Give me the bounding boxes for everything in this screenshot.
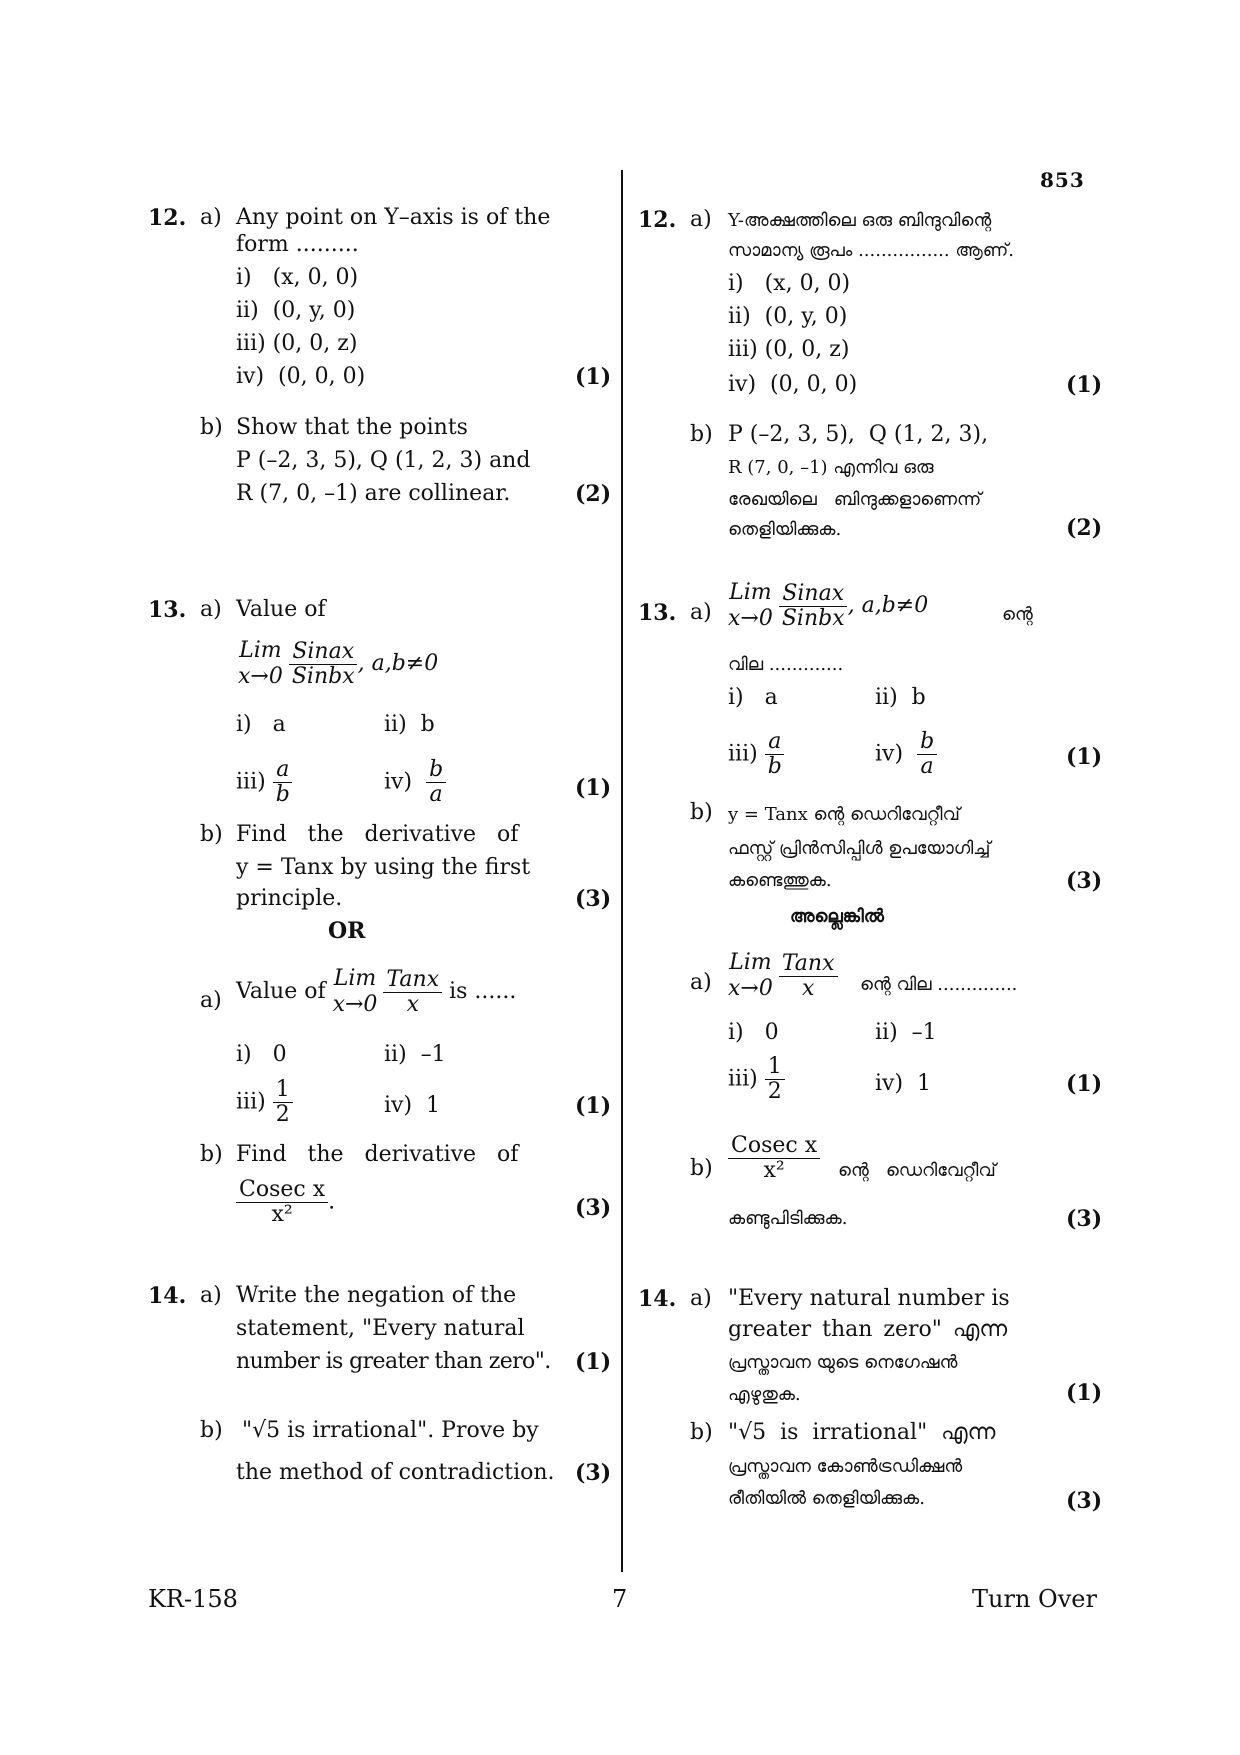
ml-q13a-alt-label: a): [690, 970, 712, 995]
q13a-alt-option: iii) $\frac{1}{2}$: [236, 1078, 293, 1127]
q13a-alt-marks: (1): [575, 1093, 612, 1119]
ml-q13b-label: b): [690, 800, 713, 825]
q13a-alt-option: ii) –1: [384, 1042, 446, 1067]
ml-q12a-text: Y-അക്ഷത്തിലെ ഒരു ബിന്ദുവിന്റെ: [728, 210, 992, 231]
ml-q13b-alt-fraction: $\frac{\text{Cosec x}}{\text{x²}}$: [728, 1134, 820, 1183]
q13b-alt-text: Find the derivative of: [236, 1142, 519, 1167]
q14b-text: the method of contradiction.: [236, 1460, 555, 1485]
q13b-text: Find the derivative of: [236, 822, 519, 847]
ml-q12a-marks: (1): [1066, 372, 1103, 398]
ml-q12b-marks: (2): [1066, 515, 1103, 541]
ml-q14a-text: "Every natural number is: [728, 1286, 1010, 1311]
q12a-label: a): [200, 205, 222, 230]
ml-q13b-text: ഫസ്റ്റ് പ്രിൻസിപ്പിൾ ഉപയോഗിച്ച്: [728, 838, 991, 859]
q12b-text: Show that the points: [236, 415, 468, 440]
ml-q12-number: 12.: [638, 207, 677, 233]
ml-q13a-nte: ന്റെ: [1002, 604, 1033, 625]
q14b-text: "√5 is irrational". Prove by: [242, 1418, 539, 1443]
ml-q13a-option: i) a: [728, 685, 778, 710]
ml-q14a-marks: (1): [1066, 1380, 1103, 1406]
ml-q13a-vila: വില .............: [728, 654, 844, 675]
ml-q13b-text: കണ്ടെത്തുക.: [728, 870, 832, 891]
q13a-option: iii) $\frac{a}{b}$: [236, 758, 293, 807]
q14a-label: a): [200, 1283, 222, 1308]
page-code: 853: [1040, 168, 1085, 192]
q12a-marks: (1): [575, 364, 612, 390]
turn-over-label: Turn Over: [972, 1585, 1097, 1613]
ml-q14b-marks: (3): [1066, 1488, 1103, 1514]
q12a-option: iii) (0, 0, z): [236, 331, 358, 356]
ml-q14a-text: greater than zero" എന്ന: [728, 1317, 1008, 1342]
q13a-label: a): [200, 597, 222, 622]
q14a-text: Write the negation of the: [236, 1283, 517, 1308]
footer-code: KR-158: [148, 1585, 238, 1613]
ml-q12a-text: സാമാന്യ രൂപം ................ ആണ്.: [728, 240, 1014, 261]
q12a-text: Any point on Y–axis is of the: [236, 205, 551, 230]
q13a-alt-expression: Value of Lim x→0 $\frac{\text{Tanx}}{x}$ is ......: [236, 966, 517, 1017]
ml-q13a-option: iv) $\frac{b}{a}$: [875, 730, 937, 779]
q12b-marks: (2): [575, 481, 612, 507]
q13a-alt-label: a): [200, 988, 222, 1013]
ml-q14a-label: a): [690, 1286, 712, 1311]
ml-q14b-text: പ്രസ്താവന കോൺട്രഡിക്ഷൻ: [728, 1456, 963, 1477]
or-separator: OR: [328, 918, 366, 944]
ml-q12b-text: തെളിയിക്കുക.: [728, 519, 842, 540]
ml-q12b-text: R (7, 0, –1) എന്നിവ ഒരു: [728, 457, 934, 478]
ml-q13a-alt-option: i) 0: [728, 1020, 779, 1045]
ml-q13b-alt-label: b): [690, 1156, 713, 1181]
q13-number: 13.: [148, 597, 187, 623]
ml-q14b-text: രീതിയിൽ തെളിയിക്കുക.: [728, 1488, 925, 1509]
ml-q13b-text: y = Tanx ന്റെ ഡെറിവേറ്റീവ്: [728, 804, 960, 825]
ml-q14b-text: "√5 is irrational" എന്ന: [728, 1420, 996, 1445]
ml-q13a-alt-marks: (1): [1066, 1071, 1103, 1097]
ml-q13b-alt-text: കണ്ടുപിടിക്കുക.: [728, 1208, 848, 1229]
q12a-text: form .........: [236, 232, 359, 257]
ml-q12a-option: iv) (0, 0, 0): [728, 372, 858, 397]
q13b-alt-label: b): [200, 1142, 223, 1167]
column-divider: [621, 170, 623, 1572]
q14a-marks: (1): [575, 1349, 612, 1375]
q13a-alt-option: i) 0: [236, 1042, 287, 1067]
q12b-label: b): [200, 415, 223, 440]
ml-q12a-option: iii) (0, 0, z): [728, 337, 850, 362]
ml-q12a-option: ii) (0, y, 0): [728, 304, 848, 329]
q13a-alt-option: iv) 1: [384, 1093, 441, 1118]
q12a-option: i) (x, 0, 0): [236, 265, 359, 290]
ml-q14-number: 14.: [638, 1286, 677, 1312]
page-number: 7: [612, 1585, 628, 1613]
q14a-text: statement, "Every natural: [236, 1316, 525, 1341]
ml-q14a-text: എഴുതുക.: [728, 1384, 801, 1405]
ml-q13a-option: ii) b: [875, 685, 926, 710]
q13b-text: principle.: [236, 886, 343, 911]
ml-q13a-marks: (1): [1066, 744, 1103, 770]
q12b-text: R (7, 0, –1) are collinear.: [236, 481, 511, 506]
ml-q14a-text: പ്രസ്താവന യുടെ നെഗേഷൻ: [728, 1352, 958, 1373]
q12-number: 12.: [148, 205, 187, 231]
q14b-marks: (3): [575, 1460, 612, 1486]
q13b-alt-marks: (3): [575, 1195, 612, 1221]
q13a-option: i) a: [236, 712, 286, 737]
ml-q13b-marks: (3): [1066, 868, 1103, 894]
ml-or-separator: അല്ലെങ്കിൽ: [790, 906, 884, 927]
ml-q13b-alt-marks: (3): [1066, 1206, 1103, 1232]
q12a-option: ii) (0, y, 0): [236, 298, 356, 323]
ml-q12b-text: രേഖയിലെ ബിന്ദുക്കളാണെന്ന്: [728, 489, 982, 510]
q13b-marks: (3): [575, 886, 612, 912]
ml-q13a-limit-expression: Lim x→0 $\frac{\text{Sinax}}{\text{Sinbx}}$ , a,b≠0: [728, 580, 929, 631]
ml-q13a-alt-post: ന്റെ വില ..............: [860, 974, 1018, 995]
q12b-text: P (–2, 3, 5), Q (1, 2, 3) and: [236, 448, 531, 473]
q14a-text: number is greater than zero".: [236, 1349, 551, 1374]
q13a-limit-expression: Lim x→0 $\frac{\text{Sinax}}{\text{Sinbx}}$ , a,b≠0: [238, 638, 439, 689]
ml-q13b-alt-text: ന്റെ ഡെറിവേറ്റീവ്: [838, 1160, 996, 1181]
ml-q13a-label: a): [690, 600, 712, 625]
q13a-text: Value of: [236, 597, 326, 622]
q13b-text: y = Tanx by using the first: [236, 855, 531, 880]
ml-q13a-alt-expression: Lim x→0 $\frac{\text{Tanx}}{x}$: [728, 950, 838, 1002]
ml-q12b-text: P (–2, 3, 5), Q (1, 2, 3),: [728, 422, 989, 447]
q13a-marks: (1): [575, 775, 612, 801]
q13a-option: ii) b: [384, 712, 435, 737]
ml-q13a-option: iii) $\frac{a}{b}$: [728, 730, 785, 779]
q13b-alt-fraction: $\frac{\text{Cosec x}}{\text{x²}}$ .: [236, 1178, 335, 1227]
ml-q13a-alt-option: iii) $\frac{1}{2}$: [728, 1055, 785, 1104]
ml-q12a-option: i) (x, 0, 0): [728, 271, 851, 296]
ml-q13a-alt-option: iv) 1: [875, 1071, 932, 1096]
ml-q13a-alt-option: ii) –1: [875, 1020, 937, 1045]
ml-q14b-label: b): [690, 1420, 713, 1445]
q12a-option: iv) (0, 0, 0): [236, 364, 366, 389]
q13a-option: iv) $\frac{b}{a}$: [384, 758, 446, 807]
ml-q12a-label: a): [690, 207, 712, 232]
q13b-label: b): [200, 822, 223, 847]
q14-number: 14.: [148, 1283, 187, 1309]
q14b-label: b): [200, 1418, 223, 1443]
ml-q12b-label: b): [690, 422, 713, 447]
ml-q13-number: 13.: [638, 600, 677, 626]
